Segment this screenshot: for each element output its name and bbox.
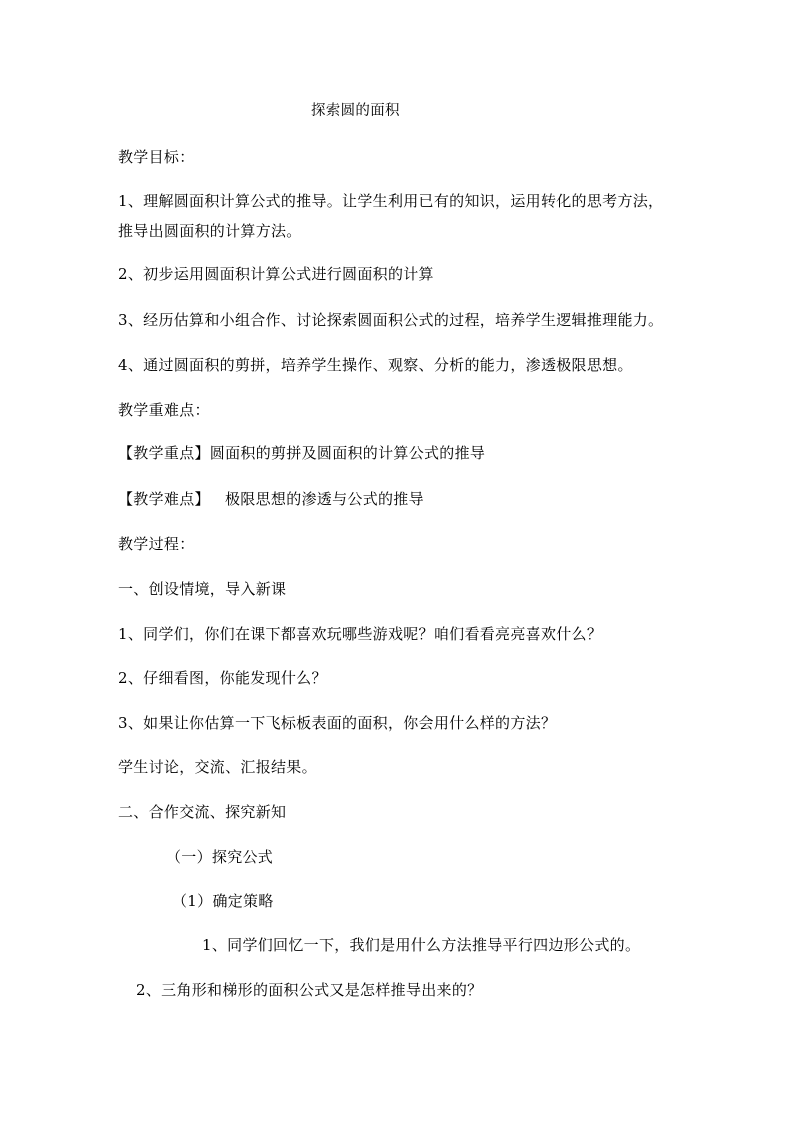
section-1-student: 学生讨论，交流、汇报结果。 xyxy=(118,758,317,776)
objective-1: 1、理解圆面积计算公式的推导。让学生利用已有的知识，运用转化的思考方法，推导出圆面积的计算方法。 xyxy=(118,192,664,240)
section-2-item-2: 2、三角形和梯形的面积公式又是怎样推导出来的？ xyxy=(136,981,483,999)
section-2-sub-1-1: （1）确定策略 xyxy=(172,892,274,910)
section-2-sub-1: （一）探究公式 xyxy=(166,848,274,866)
key-points-heading: 教学重难点： xyxy=(118,401,210,419)
key-point: 【教学重点】圆面积的剪拼及圆面积的计算公式的推导 xyxy=(118,444,486,462)
difficult-point: 【教学难点】 极限思想的渗透与公式的推导 xyxy=(118,490,424,508)
section-2-item-1: 1、同学们回忆一下，我们是用什么方法推导平行四边形公式的。 xyxy=(202,936,641,954)
section-2-heading: 二、合作交流、探究新知 xyxy=(118,803,287,821)
section-1-heading: 一、创设情境，导入新课 xyxy=(118,580,287,598)
section-1-item-1: 1、同学们，你们在课下都喜欢玩哪些游戏呢？咱们看看亮亮喜欢什么？ xyxy=(118,625,603,643)
process-heading: 教学过程： xyxy=(118,535,195,553)
objectives-heading: 教学目标： xyxy=(118,148,195,166)
objective-3: 3、经历估算和小组合作、讨论探索圆面积公式的过程，培养学生逻辑推理能力。 xyxy=(118,311,664,329)
section-1-item-3: 3、如果让你估算一下飞标板表面的面积，你会用什么样的方法？ xyxy=(118,714,557,732)
objective-4: 4、通过圆面积的剪拼，培养学生操作、观察、分析的能力，渗透极限思想。 xyxy=(118,356,633,374)
document-title: 探索圆的面积 xyxy=(311,103,400,119)
objective-2: 2、初步运用圆面积计算公式进行圆面积的计算 xyxy=(118,265,434,283)
section-1-item-2: 2、仔细看图，你能发现什么？ xyxy=(118,669,327,687)
